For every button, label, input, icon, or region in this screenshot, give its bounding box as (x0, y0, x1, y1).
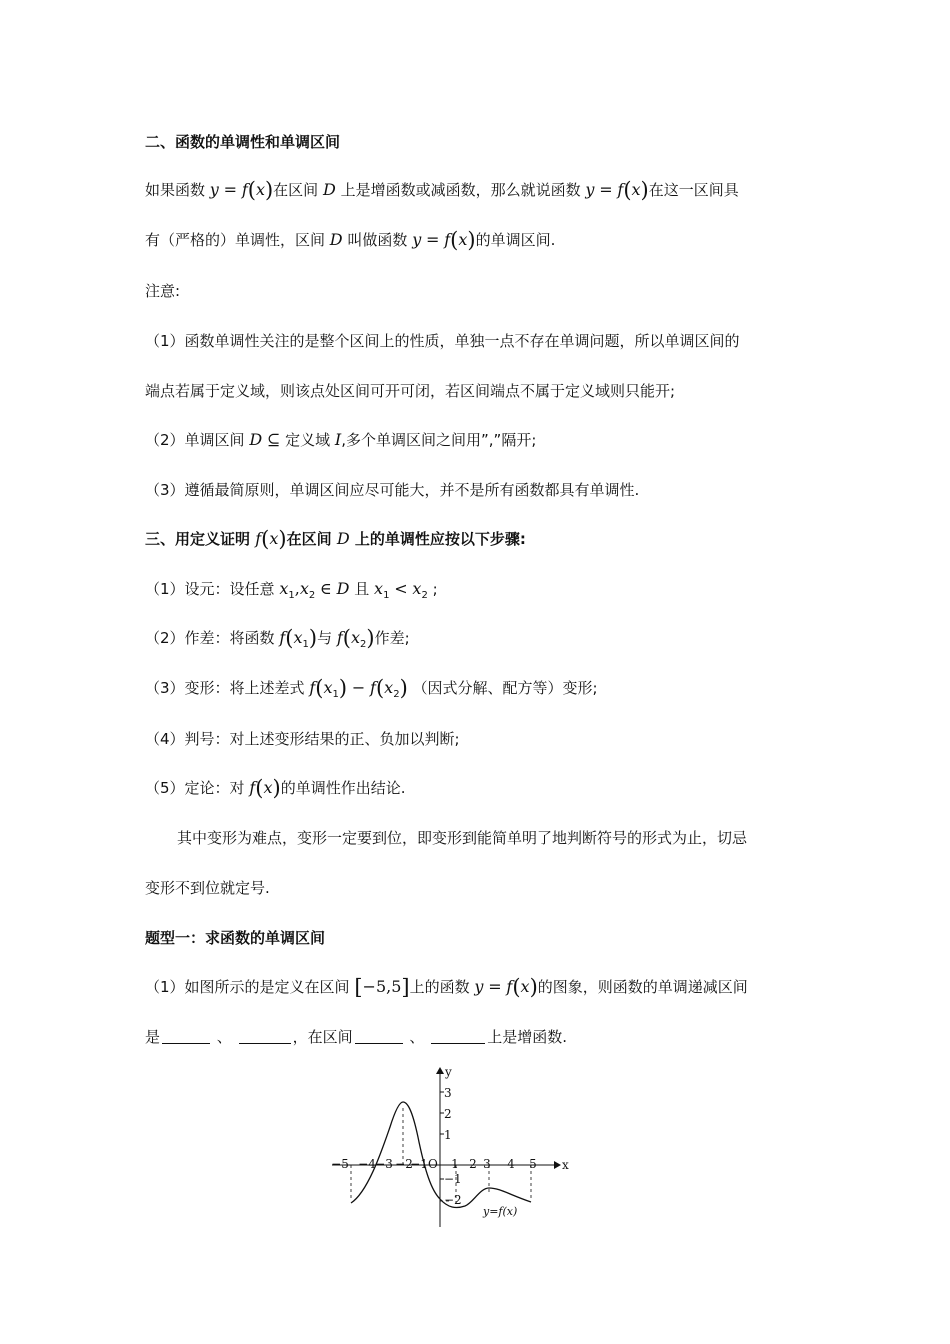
text: ，在区间 (292, 1028, 353, 1046)
math-paren: ) (278, 527, 287, 551)
math-y: y (585, 180, 595, 199)
text: 是 (145, 1028, 161, 1046)
text: 上的函数 (409, 978, 470, 996)
math-bracket: [ (354, 975, 363, 999)
text: 在这一区间具 (648, 181, 739, 199)
math-y: y (412, 230, 422, 249)
math-paren: ) (366, 626, 375, 650)
text: 的单调区间. (475, 231, 556, 249)
math-bracket: ] (401, 975, 410, 999)
math-f: f (309, 678, 316, 697)
x-tick-label: 1 (451, 1157, 459, 1171)
text: 在区间 (273, 181, 319, 199)
math-eq: = (223, 180, 238, 199)
text: 有（严格的）单调性，区间 (145, 231, 326, 249)
math-in: ∈ (320, 579, 332, 598)
subscript: 2 (360, 639, 367, 650)
math-paren: ( (285, 626, 294, 650)
section3-note-line1: 其中变形为难点，变形一定要到位，即变形到能简单明了地判断符号的形式为止，切忌 (177, 829, 748, 847)
subscript: 2 (393, 689, 400, 700)
text: （2）单调区间 (145, 431, 245, 449)
problem-text-line1 (145, 976, 748, 998)
answer-blank-4[interactable] (431, 1028, 485, 1044)
math-eq: = (599, 180, 613, 199)
section2-heading: 二、函数的单调性和单调区间 (145, 133, 341, 151)
math-paren: ) (272, 776, 281, 800)
text: 叫做函数 (347, 231, 408, 249)
math-x1: x (293, 628, 303, 647)
x-tick-label: 2 (469, 1157, 477, 1171)
math-x1: x (279, 579, 289, 598)
math-paren: ( (247, 178, 256, 202)
x-axis-label: x (562, 1158, 569, 1172)
text: 的图象，则函数的单调递减区间 (537, 978, 748, 996)
math-x1: x (323, 678, 333, 697)
math-subset: ⊆ (266, 430, 281, 449)
text: 与 (317, 629, 333, 647)
answer-blank-2[interactable] (239, 1028, 291, 1044)
text: 上是增函数. (487, 1028, 567, 1046)
math-D: D (336, 529, 350, 548)
math-x: x (263, 778, 273, 797)
math-f: f (279, 628, 286, 647)
math-f: f (617, 180, 624, 199)
text: （3）变形：将上述差式 (145, 679, 305, 697)
section3-heading (145, 528, 526, 550)
math-paren: ) (399, 676, 408, 700)
math-f: f (255, 529, 262, 548)
answer-blank-1[interactable] (162, 1028, 210, 1044)
x-tick-label: −3 (375, 1157, 393, 1171)
x-tick-label: 5 (529, 1157, 537, 1171)
subscript: 1 (302, 639, 309, 650)
math-x2: x (412, 579, 422, 598)
text: 定义域 (285, 431, 331, 449)
section2-paragraph-line2 (145, 229, 555, 251)
y-tick-label: 1 (444, 1128, 452, 1142)
x-tick-label: 3 (483, 1157, 491, 1171)
math-interval: −5,5 (362, 977, 402, 996)
text: 三、用定义证明 (145, 530, 251, 548)
step-2 (145, 627, 410, 656)
step-4: （4）判号：对上述变形结果的正、负加以判断; (145, 730, 460, 748)
x-tick-label: 4 (507, 1157, 515, 1171)
math-D: D (329, 230, 343, 249)
math-f: f (241, 180, 248, 199)
text: 上的单调性应按以下步骤: (354, 530, 526, 548)
x-tick-label: −5 (331, 1157, 349, 1171)
math-paren: ( (261, 527, 270, 551)
subscript: 1 (288, 590, 295, 601)
note-3: （3）遵循最简原则，单调区间应尽可能大，并不是所有函数都具有单调性. (145, 481, 640, 499)
text: （因式分解、配方等）变形; (412, 679, 598, 697)
math-x: x (269, 529, 279, 548)
function-curve (351, 1102, 531, 1208)
x-tick-label: −1 (410, 1157, 428, 1171)
text: 、 (216, 1028, 232, 1046)
origin-label: O (428, 1157, 438, 1171)
math-x: x (458, 230, 468, 249)
curve-label: y=f(x) (483, 1205, 518, 1218)
math-x2: x (350, 628, 361, 647)
math-eq: = (426, 230, 440, 249)
math-paren: ) (467, 228, 476, 252)
math-paren: ) (640, 178, 649, 202)
text: （2）作差：将函数 (145, 629, 275, 647)
math-y: y (474, 977, 484, 996)
math-x: x (631, 180, 641, 199)
math-paren: ) (338, 676, 348, 700)
step-5 (145, 777, 405, 799)
math-paren: ( (375, 676, 385, 700)
y-tick-label: −2 (444, 1193, 462, 1207)
y-tick-label: −1 (444, 1172, 462, 1186)
text: 在区间 (286, 530, 332, 548)
subscript: 1 (332, 689, 339, 700)
text: 作差; (374, 629, 410, 647)
math-paren: ( (255, 776, 264, 800)
math-D: D (322, 180, 336, 199)
text: 、 (409, 1028, 425, 1046)
math-D: D (336, 579, 350, 598)
y-tick-label: 3 (444, 1086, 452, 1100)
math-paren: ) (264, 178, 274, 202)
math-paren: ( (623, 178, 632, 202)
math-x: x (255, 180, 265, 199)
step-3 (145, 677, 598, 706)
y-tick-labels (444, 1086, 462, 1207)
text: 上是增函数或减函数，那么就说函数 (340, 181, 581, 199)
section3-note-line2: 变形不到位就定号. (145, 879, 270, 897)
math-x1: x (374, 579, 384, 598)
function-graph (320, 1062, 580, 1234)
y-tick-label: 2 (444, 1107, 452, 1121)
problem-heading: 题型一：求函数的单调区间 (145, 929, 326, 947)
math-f: f (370, 678, 376, 697)
math-paren: ( (512, 975, 521, 999)
math-comma: , (294, 579, 300, 598)
math-eq: = (488, 977, 502, 996)
note-1-line2: 端点若属于定义域，则该点处区间可开可闭，若区间端点不属于定义域则只能开; (145, 382, 676, 400)
math-minus: − (351, 678, 366, 697)
text: （5）定论：对 (145, 779, 245, 797)
math-x: x (520, 977, 530, 996)
math-paren: ( (315, 676, 324, 700)
text: ; (432, 580, 438, 598)
x-tick-label: −4 (358, 1157, 376, 1171)
notes-title: 注意: (145, 282, 181, 300)
subscript: 2 (308, 590, 316, 601)
note-1-line1: （1）函数单调性关注的是整个区间上的性质，单独一点不存在单调问题，所以单调区间的 (145, 332, 740, 350)
text: ,多个单调区间之间用”,”隔开; (341, 431, 537, 449)
math-lt: < (394, 579, 408, 598)
text: 的单调性作出结论. (280, 779, 406, 797)
problem-text-line2 (145, 1026, 567, 1048)
text: （1）设元：设任意 (145, 580, 275, 598)
step-1 (145, 578, 438, 607)
y-axis-label: y (445, 1065, 452, 1079)
math-f: f (336, 628, 343, 647)
answer-blank-3[interactable] (355, 1028, 403, 1044)
math-paren: ) (529, 975, 538, 999)
math-D: D (249, 430, 263, 449)
note-2 (145, 429, 536, 451)
math-f: f (444, 230, 451, 249)
math-y: y (209, 180, 219, 199)
math-paren: ( (450, 228, 459, 252)
math-x2: x (299, 579, 309, 598)
math-f: f (506, 977, 513, 996)
x-tick-label: −2 (395, 1157, 413, 1171)
math-x2: x (384, 678, 394, 697)
text: （1）如图所示的是定义在区间 (145, 978, 350, 996)
subscript: 2 (421, 590, 428, 601)
text: 且 (354, 580, 370, 598)
math-paren: ( (342, 626, 351, 650)
math-I: I (334, 430, 342, 449)
subscript: 1 (383, 590, 390, 601)
math-f: f (249, 778, 256, 797)
section2-paragraph-line1 (145, 179, 739, 201)
text: 如果函数 (145, 181, 206, 199)
math-paren: ) (308, 626, 318, 650)
